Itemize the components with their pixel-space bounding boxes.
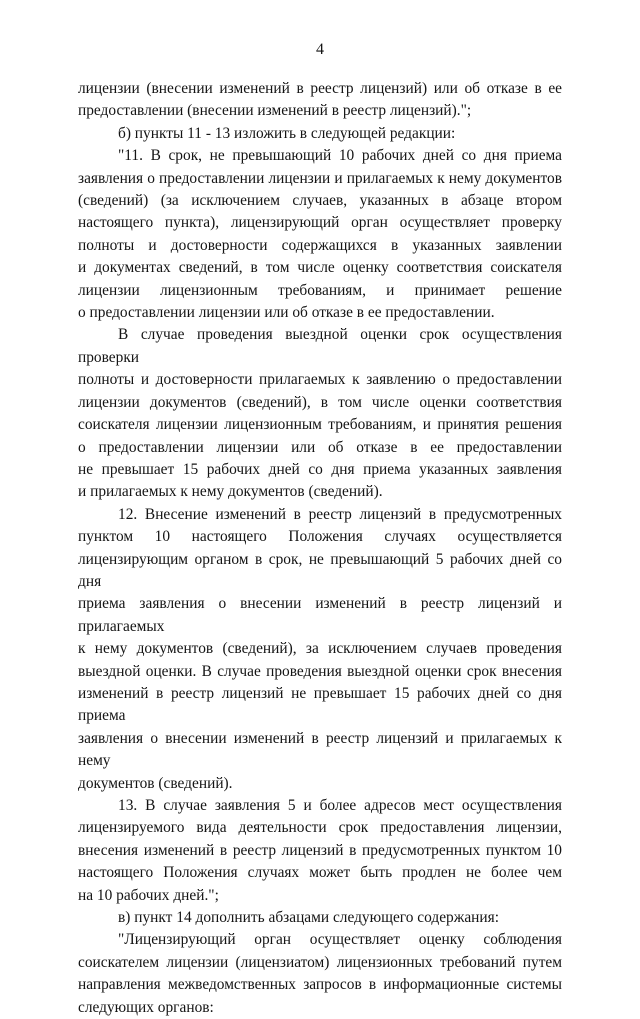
text-line: не превышает 15 рабочих дней со дня приема указанных заявления [78,460,562,478]
text-line: внесения изменений в реестр лицензий в предусмотренных пунктом 10 [78,841,562,859]
text-line: "Лицензирующий орган осуществляет оценку соблюдения [118,931,562,949]
text-line: настоящего Положения случаях может быть продлен не более чем [78,864,562,882]
text-line: настоящего пункта), лицензирующий орган осуществляет проверку [78,214,562,232]
text-line: к нему документов (сведений), за исключением случаев проведения [78,640,562,658]
text-line: полноты и достоверности содержащихся в указанных заявлении [78,236,562,254]
text-line: лицензирующим органом в срок, не превышающий 5 рабочих дней со дня [78,550,562,590]
text-line: лицензии лицензионным требованиям, и принимает решение [78,281,562,299]
text-line: предоставлении (внесении изменений в реестр лицензий)."; [78,102,472,120]
text-line: о предоставлении лицензии или об отказе в ее предоставлении [78,438,562,456]
text-line: и прилагаемых к нему документов (сведений). [78,483,383,501]
text-line: соискателем лицензии (лицензиатом) лицензионных требований путем [78,953,562,971]
text-line: пунктом 10 настоящего Положения случаях осуществляется [78,528,562,546]
text-line: в) пункт 14 дополнить абзацами следующего содержания: [118,909,500,927]
text-line: и документах сведений, в том числе оценку соответствия соискателя [78,259,562,277]
text-line: В случае проведения выездной оценки срок осуществления проверки [78,326,562,366]
text-line: документов (сведений). [78,774,233,792]
text-line: 13. В случае заявления 5 и более адресов мест осуществления [118,797,562,814]
text-line: на 10 рабочих дней."; [78,886,219,904]
document-body [78,78,562,1019]
text-line: лицензируемого вида деятельности срок предоставления лицензии, [78,819,562,837]
text-line: заявления о предоставлении лицензии и прилагаемых к нему документов [78,169,562,187]
text-line: заявления о внесении изменений в реестр лицензий и прилагаемых к нему [78,729,562,770]
text-line: полноты и достоверности прилагаемых к заявлению о предоставлении [78,371,562,389]
text-line: 12. Внесение изменений в реестр лицензий в предусмотренных [118,505,562,523]
text-line: "11. В срок, не превышающий 10 рабочих дней со дня приема [118,147,562,165]
page-number: 4 [316,41,324,58]
text-line: (сведений) (за исключением случаев, указанных в абзаце втором [78,192,562,210]
text-line: выездной оценки. В случае проведения выездной оценки срок внесения [78,662,562,680]
text-line: приема заявления о внесении изменений в реестр лицензий и прилагаемых [78,595,562,635]
text-line: лицензии (внесении изменений в реестр лицензий) или об отказе в ее [78,80,562,97]
text-line: б) пункты 11 - 13 изложить в следующей редакции: [118,124,456,142]
text-line: направления межведомственных запросов в информационные системы [78,976,562,994]
text-line: о предоставлении лицензии или об отказе в ее предоставлении. [78,304,495,322]
text-line: изменений в реестр лицензий не превышает 15 рабочих дней со дня приема [78,684,562,725]
text-line: следующих органов: [78,998,214,1016]
text-line: лицензии документов (сведений), в том числе оценки соответствия [78,393,562,411]
text-line: соискателя лицензии лицензионным требованиям, и принятия решения [78,416,562,434]
